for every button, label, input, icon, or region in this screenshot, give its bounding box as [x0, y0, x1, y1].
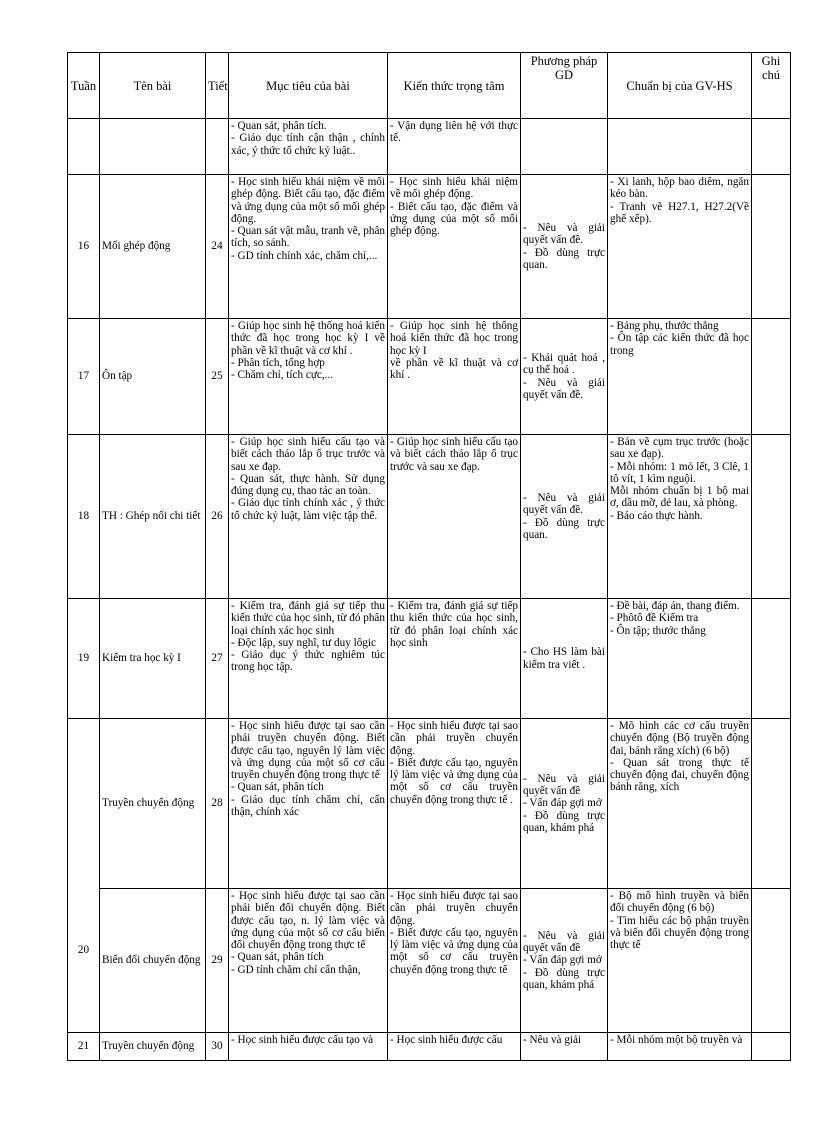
- lesson-cell: Truyền chuyển động: [100, 1033, 206, 1061]
- period-cell: 30: [206, 1033, 229, 1061]
- week-cell: 16: [68, 175, 100, 319]
- objectives-cell: - Kiểm tra, đánh giá sự tiếp thu kiến thức của học sinh, từ đó phân loại chính xác học sinh - Độc lập, suy nghĩ, tư duy lôgic - Giáo dục ý thức nghiêm túc trong học tập.: [229, 599, 388, 719]
- knowledge-cell: - Giúp học sinh hiểu cấu tạo và biết cách tháo lắp ổ trục trước và sau xe đạp.: [388, 435, 521, 599]
- methods-cell: - Nêu và giải quyết vấn đề. - Đồ dùng trực quan.: [521, 175, 608, 319]
- objectives-cell: - Học sinh hiểu được cấu tạo và: [229, 1033, 388, 1061]
- knowledge-cell: - Học sinh hiểu được cấu: [388, 1033, 521, 1061]
- teaching-plan-table: [67, 52, 791, 1061]
- objectives-cell: - Học sinh hiểu được tại sao cần phải biến đổi chuyển động. Biết được cấu tạo, n. lý làm việc và ứng dụng của một số cơ cấu biến đổi chuyển động trong thực tế - Quan sát, phân tích - GD tính chăm chỉ cẩn thận,: [229, 889, 388, 1033]
- period-cell: 24: [206, 175, 229, 319]
- header-week: Tuần: [68, 53, 100, 119]
- table-row: [68, 119, 791, 175]
- lesson-cell: Kiểm tra học kỳ I: [100, 599, 206, 719]
- preparation-cell: [608, 119, 752, 175]
- notes-cell: [752, 175, 791, 319]
- table-row: [68, 175, 791, 319]
- objectives-cell: - Giúp học sinh hiểu cấu tạo và biết cách tháo lắp ổ trục trước và sau xe đạp. - Quan sát, thực hành. Sử dụng đúng dụng cụ, thao tác an toàn. - Giáo dục tính chính xác , ý thức tổ chức kỷ luật, làm việc tập thể.: [229, 435, 388, 599]
- preparation-cell: - Bản vẽ cụm trục trước (hoặc sau xe đạp). - Mỗi nhóm: 1 mỏ lết, 3 Clê, 1 tô vít, 1 kìm nguội. Mỗi nhóm chuẩn bị 1 bộ mai ơ, dầu mỡ, dẻ lau, xà phòng. - Báo cáo thực hành.: [608, 435, 752, 599]
- methods-cell: - Khái quát hoá , cụ thể hoá . - Nêu và giải quyết vấn đề.: [521, 319, 608, 435]
- period-cell: [206, 119, 229, 175]
- week-cell: [68, 119, 100, 175]
- week-cell: 17: [68, 319, 100, 435]
- period-cell: 28: [206, 719, 229, 889]
- knowledge-cell: - Kiểm tra, đánh giá sự tiếp thu kiến thức của học sinh, từ đó phân loại chính xác học sinh: [388, 599, 521, 719]
- notes-cell: [752, 719, 791, 889]
- header-preparation: Chuẩn bị của GV-HS: [608, 53, 752, 119]
- header-row: [68, 53, 791, 119]
- methods-cell: - Nêu và giải: [521, 1033, 608, 1061]
- header-period: Tiết: [206, 53, 229, 119]
- preparation-cell: - Đề bài, đáp án, thang điểm. - Phôtô đề Kiểm tra - Ôn tập; thước thẳng: [608, 599, 752, 719]
- methods-cell: - Cho HS làm bài kiểm tra viết .: [521, 599, 608, 719]
- preparation-cell: - Xi lanh, hộp bao diêm, ngăn kéo bàn. - Tranh vẽ H27.1, H27.2(Về ghế xếp).: [608, 175, 752, 319]
- table-row: [68, 319, 791, 435]
- lesson-cell: Truyền chuyển động: [100, 719, 206, 889]
- objectives-cell: - Học sinh hiểu được tại sao cần phải truyền chuyển động. Biết được cấu tạo, nguyên lý làm việc và ứng dụng của một số cơ cấu truyền chuyển động trong thực tế - Quan sát, phân tích - Giáo dục tính chăm chỉ, cẩn thận, chính xác: [229, 719, 388, 889]
- header-notes: Ghi chú: [752, 53, 791, 119]
- objectives-cell: - Quan sát, phân tích. - Giáo dục tính cận thận , chính xác, ý thức tổ chức kỷ luật..: [229, 119, 388, 175]
- header-methods: Phương pháp GD: [521, 53, 608, 119]
- table-row: [68, 599, 791, 719]
- period-cell: 27: [206, 599, 229, 719]
- knowledge-cell: - Học sinh hiểu được tại sao cần phải truyền chuyển động. - Biết được cấu tạo, nguyên lý làm việc và ứng dụng của một số cơ cấu truyền chuyển động trong thực tế .: [388, 719, 521, 889]
- notes-cell: [752, 319, 791, 435]
- preparation-cell: - Mô hình các cơ cấu truyền chuyển động (Bộ truyền động đai, bánh răng xích) (6 bộ) - Quan sát trong thực tế chuyển động đai, chuyển động bánh răng, xích: [608, 719, 752, 889]
- header-knowledge: Kiến thức trọng tâm: [388, 53, 521, 119]
- notes-cell: [752, 435, 791, 599]
- lesson-cell: TH : Ghép nối chi tiết: [100, 435, 206, 599]
- methods-cell: [521, 119, 608, 175]
- table-row: [68, 1033, 791, 1061]
- lesson-cell: Ôn tập: [100, 319, 206, 435]
- preparation-cell: - Mỗi nhóm một bộ truyền và: [608, 1033, 752, 1061]
- preparation-cell: - Bảng phụ, thước thẳng - Ôn tập các kiến thức đã học trong: [608, 319, 752, 435]
- objectives-cell: - Giúp học sinh hệ thống hoá kiến thức đã học trong học kỳ I về phần về kĩ thuật và cơ khí . - Phân tích, tổng hợp - Chăm chỉ, tích cực,...: [229, 319, 388, 435]
- header-objectives: Mục tiêu của bài: [229, 53, 388, 119]
- preparation-cell: - Bộ mô hình truyền và biến đổi chuyển động (6 bộ) - Tìm hiểu các bộ phận truyền và biến đổi chuyển động trong thực tế: [608, 889, 752, 1033]
- period-cell: 29: [206, 889, 229, 1033]
- table-row: [68, 889, 791, 1033]
- methods-cell: - Nêu và giải quyết vấn đề - Vấn đáp gợi mở - Đồ dùng trực quan, khám phá: [521, 719, 608, 889]
- lesson-cell: Mối ghép động: [100, 175, 206, 319]
- notes-cell: [752, 599, 791, 719]
- notes-cell: [752, 119, 791, 175]
- header-lesson: Tên bài: [100, 53, 206, 119]
- period-cell: 26: [206, 435, 229, 599]
- lesson-cell: Biến đổi chuyển động: [100, 889, 206, 1033]
- table-row: [68, 435, 791, 599]
- methods-cell: - Nêu và giải quyết vấn đề. - Đồ dùng trực quan.: [521, 435, 608, 599]
- notes-cell: [752, 889, 791, 1033]
- week-cell: 20: [68, 719, 100, 1033]
- week-cell: 19: [68, 599, 100, 719]
- table-row: [68, 719, 791, 889]
- notes-cell: [752, 1033, 791, 1061]
- knowledge-cell: - Vận dụng liên hệ với thực tế.: [388, 119, 521, 175]
- knowledge-cell: - Giúp học sinh hệ thống hoá kiến thức đã học trong học kỳ I về phần về kĩ thuật và cơ khí .: [388, 319, 521, 435]
- knowledge-cell: - Học sinh hiểu được tại sao cần phải truyền chuyển động. - Biết được cấu tạo, nguyên lý làm việc và ứng dụng của một số cơ cấu truyền chuyển động trong thực tế: [388, 889, 521, 1033]
- objectives-cell: - Học sinh hiểu khái niệm về mối ghép động. Biết cấu tạo, đặc điểm và ứng dụng của một số mối ghép động. - Quan sát vật mẫu, tranh vẽ, phân tích, so sánh. - GD tính chính xác, chăm chỉ,...: [229, 175, 388, 319]
- week-cell: 21: [68, 1033, 100, 1061]
- period-cell: 25: [206, 319, 229, 435]
- week-cell: 18: [68, 435, 100, 599]
- knowledge-cell: - Học sinh hiểu khái niệm về mối ghép động. - Biết cấu tạo, đặc điểm và ứng dụng của một số mối ghép động.: [388, 175, 521, 319]
- lesson-cell: [100, 119, 206, 175]
- methods-cell: - Nêu và giải quyết vấn đề - Vấn đáp gợi mở - Đồ dùng trực quan, khám phá: [521, 889, 608, 1033]
